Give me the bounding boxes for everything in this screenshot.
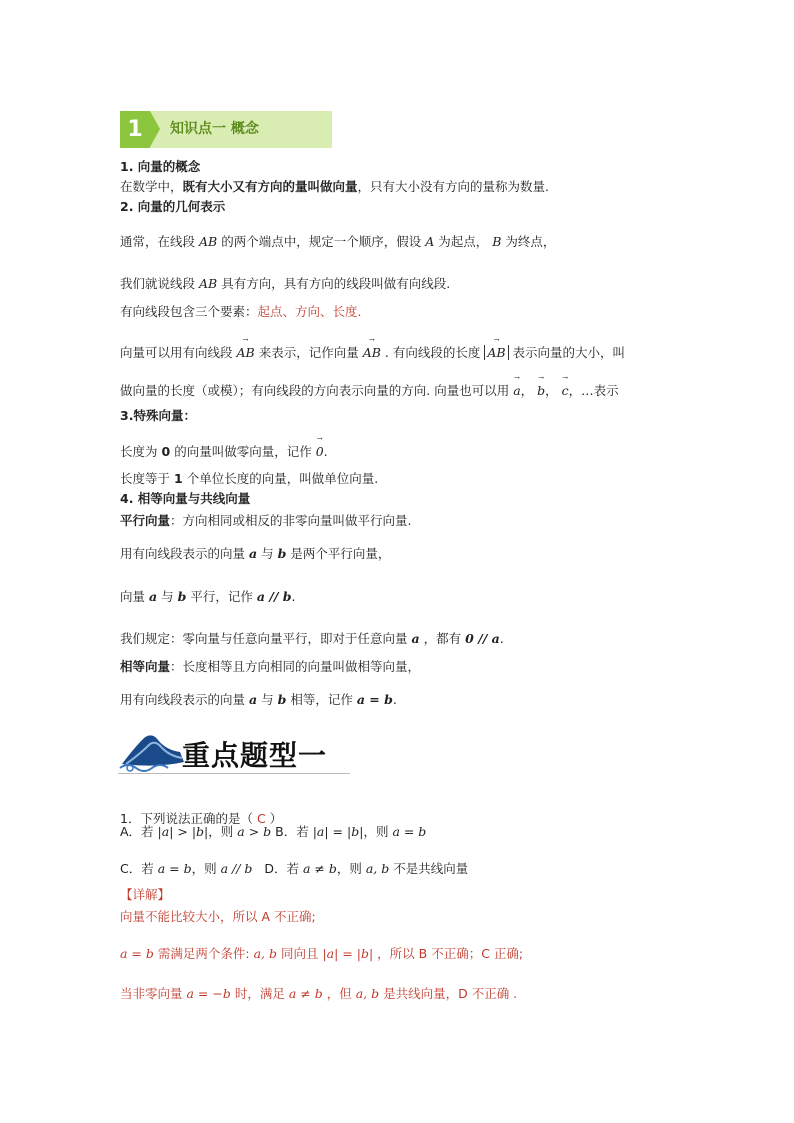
options-row-cd: C．若 a = b，则 a // b D．若 a ≠ b，则 a, b 不是共线向量 [120,861,469,876]
detail-line-1: 向量不能比较大小，所以 A 不正确; [120,909,316,924]
mountain-wave-icon [118,728,188,774]
section-banner [120,111,332,148]
para-zero-vector: 长度为 0 的向量叫做零向量，记作 → 0. [120,435,328,459]
para-notation: 向量可以用有向线段 → AB 来表示，记作向量 → AB . 有向线段的长度 → AB 表示向量的大小，叫 [120,336,626,360]
para-parallel-notation: 向量 a 与 b 平行，记作 a // b. [120,589,296,604]
options-row-ab-content: A．若 |a| > |b|，则 a > b B．若 |a| = |b|，则 a = b [120,824,427,839]
para-three-elements: 有向线段包含三个要素：起点、方向、长度. [120,304,362,319]
detail-label: 【详解】 [120,887,171,902]
section-number: 1 [120,111,150,148]
heading-geometric: 2. 向量的几何表示 [120,199,226,214]
banner-arrow-icon [150,111,160,147]
heading-vector-concept: 1. 向量的概念 [120,159,201,174]
answer-letter: C [256,811,266,826]
para-equal-example: 用有向线段表示的向量 a 与 b 相等，记作 a = b. [120,692,397,707]
para-parallel-example: 用有向线段表示的向量 a 与 b 是两个平行向量， [120,546,391,561]
question-stem: 1．下列说法正确的是（ C ） [120,811,283,826]
para-zero-parallel: 我们规定：零向量与任意向量平行，即对于任意向量 a ，都有 0 // a. [120,631,504,646]
section-title: 知识点一 概念 [170,121,259,137]
para-directed: 我们就说线段 AB 具有方向，具有方向的线段叫做有向线段. [120,276,451,291]
para-length: 做向量的长度（或模）；有向线段的方向表示向量的方向. 向量也可以用 → a， → b， → c，…表示 [120,374,619,398]
para-definition: 在数学中，既有大小又有方向的量叫做向量，只有大小没有方向的量称为数量. [120,179,550,194]
para-equal-def: 相等向量：长度相等且方向相同的向量叫做相等向量， [120,659,421,674]
para-segment: 通常，在线段 AB 的两个端点中，规定一个顺序，假设 A 为起点， B 为终点， [120,234,556,249]
key-section-title: 重点题型一 [182,739,328,772]
detail-line-3: 当非零向量 a = −b 时，满足 a ≠ b ，但 a, b 是共线向量，D 不正确 . [120,986,518,1001]
key-section-heading [118,728,350,778]
heading-special: 3.特殊向量： [120,408,196,423]
para-unit-vector: 长度等于 1 个单位长度的向量，叫做单位向量. [120,471,379,486]
heading-equal-collinear: 4. 相等向量与共线向量 [120,491,251,506]
detail-line-2: a = b 需满足两个条件: a, b 同向且 |a| = |b| ，所以 B 不正确；C 正确; [120,946,524,961]
heading-underline [118,773,350,774]
para-parallel-def: 平行向量：方向相同或相反的非零向量叫做平行向量. [120,513,412,528]
